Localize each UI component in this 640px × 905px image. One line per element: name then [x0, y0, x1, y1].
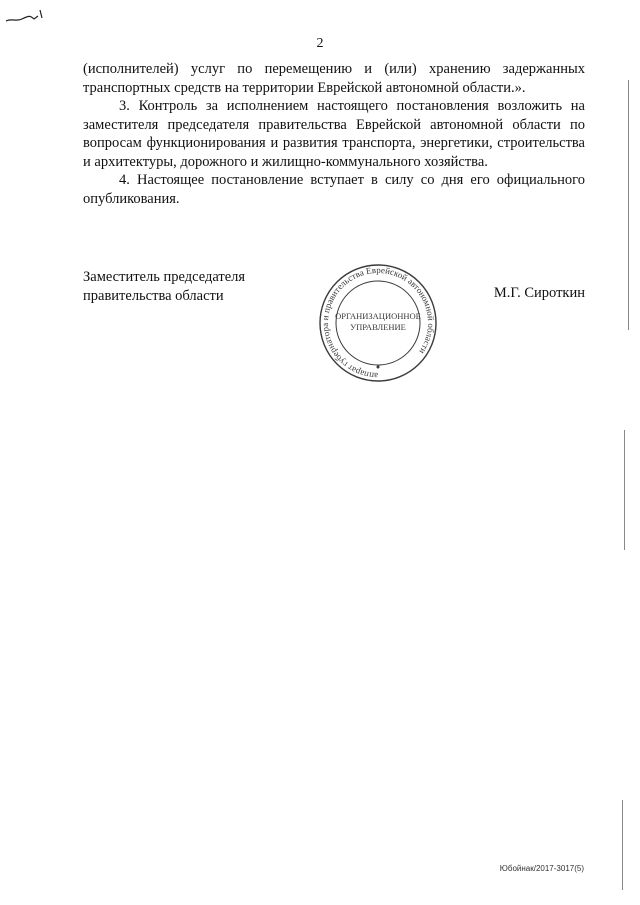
- signer-title: [83, 268, 245, 305]
- signer-title-line-1: Заместитель председателя: [83, 269, 246, 285]
- document-body: [83, 60, 585, 208]
- signer-title-line-2: правительства области: [83, 287, 224, 304]
- page-number: 2: [316, 36, 324, 51]
- scan-edge-mark: [622, 800, 623, 890]
- scan-edge-mark: [624, 430, 625, 550]
- corner-handwritten-mark: [4, 4, 44, 28]
- official-stamp: [316, 263, 440, 383]
- paragraph-4: 4. Настоящее постановление вступает в силу со дня его официального опубликования.: [83, 172, 585, 207]
- stamp-ring-text: аппарат губернатора и правительства Еврейской автономной области: [319, 264, 437, 382]
- stamp-dot: [377, 366, 380, 369]
- stamp-center-line-1: ОРГАНИЗАЦИОННОЕ: [335, 311, 421, 321]
- paragraph-3: 3. Контроль за исполнением настоящего постановления возложить на заместителя председателя правительства Еврейской автономной области по вопросам функционирования и развития транспорта, энергетики, строительства и архитектуры, дорожного и жилищно-коммунального хозяйства.: [83, 98, 585, 170]
- paragraph-continuation: (исполнителей) услуг по перемещению и (или) хранению задержанных транспортных средств на территории Еврейской автономной области.».: [83, 61, 585, 96]
- scan-edge-mark: [628, 80, 629, 330]
- signer-name: М.Г. Сироткин: [493, 285, 585, 301]
- footer-document-code: Юбойнак/2017-3017(5): [499, 864, 584, 873]
- stamp-center-line-2: УПРАВЛЕНИЕ: [350, 322, 406, 332]
